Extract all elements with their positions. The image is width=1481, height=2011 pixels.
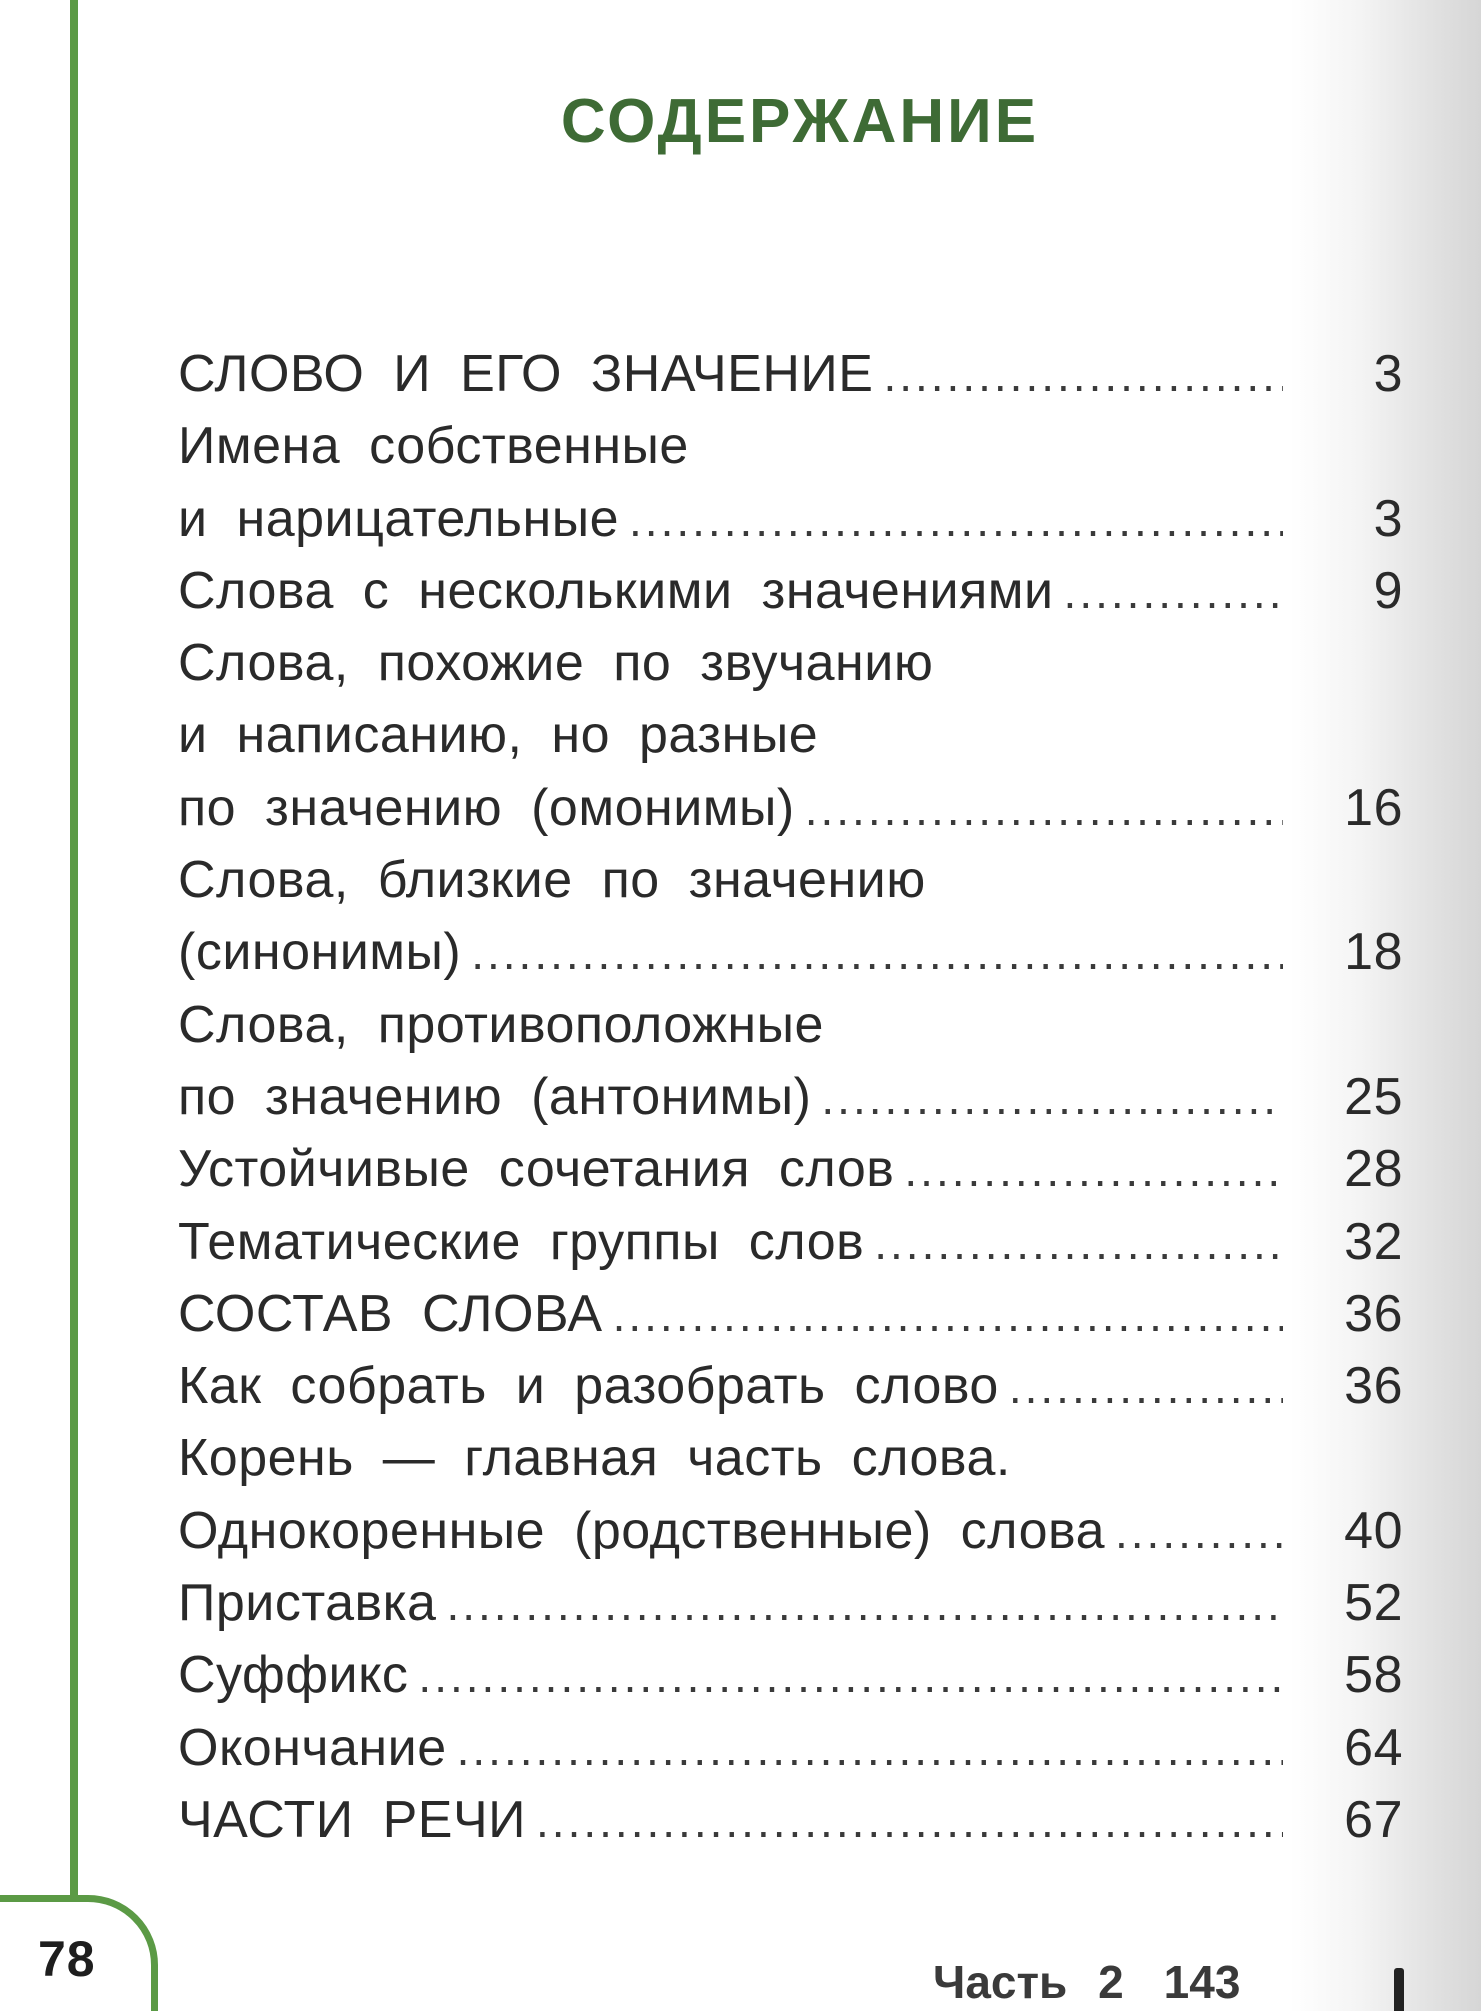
dot-leader <box>821 1062 1283 1134</box>
toc-entry-page: 67 <box>1344 1790 1403 1849</box>
toc-entry-label: Окончание <box>178 1718 447 1777</box>
dot-leader <box>418 1640 1283 1712</box>
left-green-rule <box>70 0 78 1905</box>
dot-leader <box>471 917 1283 989</box>
footer-number: 143 <box>1163 1956 1241 2008</box>
dot-leader <box>536 1785 1283 1857</box>
toc-entry-label: СЛОВО И ЕГО ЗНАЧЕНИЕ <box>178 345 874 403</box>
edge-mark <box>1394 1968 1404 2011</box>
dot-leader <box>629 484 1283 556</box>
toc-entry-label: Слова, противоположные <box>178 995 824 1054</box>
toc-entry-label: Корень — главная часть слова. <box>178 1429 1011 1488</box>
toc-entry <box>178 1206 1403 1278</box>
footer-part: Часть 2 <box>933 1956 1124 2008</box>
toc-entry-label: ЧАСТИ РЕЧИ <box>178 1790 527 1849</box>
toc-entry <box>178 1567 1403 1639</box>
toc-entry <box>178 627 1403 699</box>
page-title: СОДЕРЖАНИЕ <box>560 87 1040 156</box>
toc-entry-label: по значению (омонимы) <box>178 778 795 837</box>
dot-leader <box>613 1279 1283 1351</box>
toc-entry-page: 18 <box>1344 923 1403 982</box>
toc-entry-label: Слова с несколькими значениями <box>178 561 1054 620</box>
toc-entry <box>178 1639 1403 1711</box>
toc-entry <box>178 989 1403 1061</box>
toc-entry-page: 3 <box>1373 345 1403 403</box>
dot-leader <box>457 1713 1283 1785</box>
toc-entry-page: 52 <box>1344 1574 1403 1633</box>
toc-entry-label: Приставка <box>178 1574 437 1633</box>
toc-entry <box>178 1422 1403 1494</box>
dot-leader <box>446 1568 1283 1640</box>
toc-entry <box>178 772 1403 844</box>
toc-entry <box>178 1712 1403 1784</box>
toc-entry-label: (синонимы) <box>178 923 462 982</box>
toc-entry-page: 58 <box>1344 1646 1403 1705</box>
toc-entry <box>178 1061 1403 1133</box>
toc-entry-label: Суффикс <box>178 1646 409 1705</box>
toc-entry-page: 3 <box>1373 489 1403 548</box>
toc-entry <box>178 483 1403 555</box>
toc-entry <box>178 410 1403 482</box>
toc-entry-page: 40 <box>1344 1501 1403 1560</box>
toc-entry-page: 64 <box>1344 1718 1403 1777</box>
toc-entry-label: Имена собственные <box>178 417 689 476</box>
toc-entry <box>178 844 1403 916</box>
page-number: 78 <box>38 1931 96 1987</box>
toc-entry-label: Слова, близкие по значению <box>178 851 926 910</box>
toc-entry-page: 36 <box>1344 1284 1403 1343</box>
dot-leader <box>805 773 1283 845</box>
toc-entry-label: Тематические группы слов <box>178 1212 865 1271</box>
dot-leader <box>874 1207 1283 1279</box>
footer-part-label <box>933 1955 1240 2009</box>
toc-entry-label: Слова, похожие по звучанию <box>178 634 934 693</box>
toc-entry-page: 32 <box>1344 1212 1403 1271</box>
toc-entry-page: 25 <box>1344 1067 1403 1126</box>
toc-entry <box>178 1278 1403 1350</box>
dot-leader <box>1064 556 1283 628</box>
toc-entry-page: 9 <box>1373 561 1403 620</box>
toc-entry-page: 16 <box>1344 778 1403 837</box>
toc-entry-label: и нарицательные <box>178 489 620 548</box>
toc-entry-page: 36 <box>1344 1357 1403 1416</box>
toc-entry-label: Однокоренные (родственные) слова <box>178 1501 1105 1560</box>
toc-entry <box>178 1350 1403 1422</box>
dot-leader <box>904 1134 1283 1206</box>
toc-entry <box>178 699 1403 771</box>
toc-entry <box>178 1495 1403 1567</box>
toc-entry-label: Как собрать и разобрать слово <box>178 1357 999 1416</box>
dot-leader <box>1115 1496 1283 1568</box>
toc-entry-label: по значению (антонимы) <box>178 1067 812 1126</box>
toc-entry <box>178 1784 1403 1856</box>
toc-entry <box>178 916 1403 988</box>
toc-entry <box>178 1133 1403 1205</box>
toc-entry-page: 28 <box>1344 1140 1403 1199</box>
table-of-contents <box>178 338 1403 1856</box>
dot-leader <box>883 339 1283 411</box>
toc-entry-label: и написанию, но разные <box>178 706 819 765</box>
toc-entry-label: СОСТАВ СЛОВА <box>178 1284 603 1343</box>
dot-leader <box>1009 1351 1283 1423</box>
toc-entry <box>178 338 1403 410</box>
toc-entry <box>178 555 1403 627</box>
toc-entry-label: Устойчивые сочетания слов <box>178 1140 895 1199</box>
